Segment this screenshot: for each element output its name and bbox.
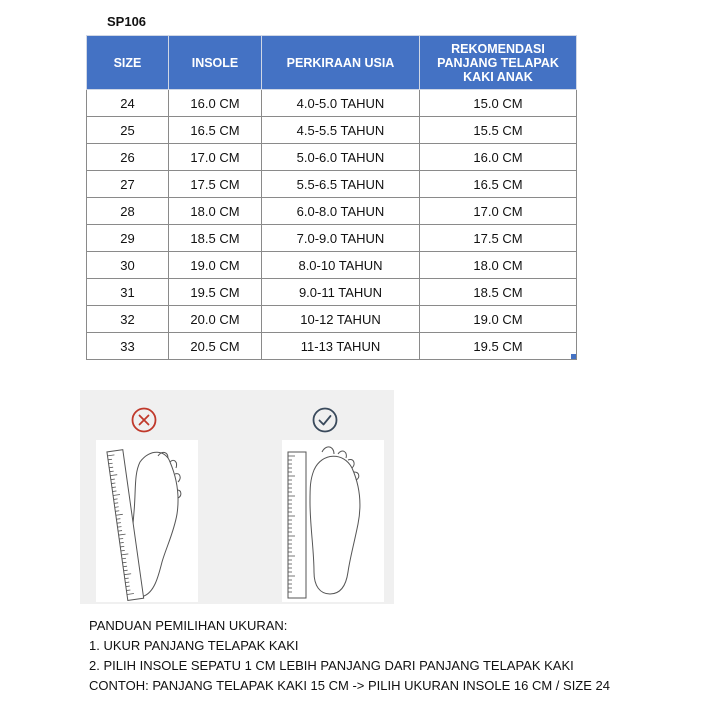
table-row [87, 279, 577, 306]
cell-size: 31 [87, 279, 169, 306]
cell-age: 4.0-5.0 TAHUN [262, 90, 420, 117]
cell-foot-length: 17.0 CM [420, 198, 577, 225]
cell-foot-length: 15.5 CM [420, 117, 577, 144]
cell-size: 29 [87, 225, 169, 252]
cell-insole: 17.0 CM [169, 144, 262, 171]
correct-measure-panel [282, 440, 384, 602]
foot-tilted-ruler-drawing [96, 440, 198, 602]
table-row [87, 90, 577, 117]
cell-age: 6.0-8.0 TAHUN [262, 198, 420, 225]
table-row [87, 198, 577, 225]
cell-age: 9.0-11 TAHUN [262, 279, 420, 306]
cell-size: 25 [87, 117, 169, 144]
guide-step-1: 1. UKUR PANJANG TELAPAK KAKI [89, 638, 299, 653]
cell-age: 10-12 TAHUN [262, 306, 420, 333]
cell-foot-length: 18.0 CM [420, 252, 577, 279]
measuring-illustration [80, 390, 394, 604]
cell-insole: 20.0 CM [169, 306, 262, 333]
cell-size: 27 [87, 171, 169, 198]
cell-foot-length: 16.5 CM [420, 171, 577, 198]
product-code: SP106 [107, 14, 147, 29]
cell-age: 8.0-10 TAHUN [262, 252, 420, 279]
table-row [87, 252, 577, 279]
cell-age: 4.5-5.5 TAHUN [262, 117, 420, 144]
guide-title: PANDUAN PEMILIHAN UKURAN: [89, 618, 288, 633]
foot-straight-ruler-drawing [282, 440, 384, 602]
cell-insole: 16.5 CM [169, 117, 262, 144]
header-age: PERKIRAAN USIA [262, 36, 420, 90]
cell-age: 11-13 TAHUN [262, 333, 420, 360]
header-insole: INSOLE [169, 36, 262, 90]
cell-foot-length: 19.0 CM [420, 306, 577, 333]
cell-foot-length: 16.0 CM [420, 144, 577, 171]
check-circle-icon [311, 406, 339, 434]
table-row [87, 333, 577, 360]
cell-insole: 18.0 CM [169, 198, 262, 225]
guide-step-2: 2. PILIH INSOLE SEPATU 1 CM LEBIH PANJANG DARI PANJANG TELAPAK KAKI [89, 658, 574, 673]
table-row [87, 225, 577, 252]
cell-size: 24 [87, 90, 169, 117]
cell-age: 5.0-6.0 TAHUN [262, 144, 420, 171]
table-row [87, 117, 577, 144]
table-header-row [87, 36, 577, 90]
cell-foot-length: 17.5 CM [420, 225, 577, 252]
cell-size: 33 [87, 333, 169, 360]
table-body [87, 90, 577, 360]
size-guide [89, 616, 610, 696]
table-corner-marker [571, 354, 576, 359]
cell-age: 5.5-6.5 TAHUN [262, 171, 420, 198]
table-row [87, 306, 577, 333]
cell-insole: 17.5 CM [169, 171, 262, 198]
header-foot-length: REKOMENDASI PANJANG TELAPAK KAKI ANAK [420, 36, 577, 90]
table-row [87, 171, 577, 198]
cell-size: 30 [87, 252, 169, 279]
x-circle-icon [130, 406, 158, 434]
cell-insole: 19.0 CM [169, 252, 262, 279]
cell-size: 26 [87, 144, 169, 171]
cell-foot-length: 18.5 CM [420, 279, 577, 306]
wrong-measure-panel [96, 440, 198, 602]
cell-age: 7.0-9.0 TAHUN [262, 225, 420, 252]
header-size: SIZE [87, 36, 169, 90]
cell-size: 32 [87, 306, 169, 333]
size-chart-table [86, 35, 577, 360]
cell-size: 28 [87, 198, 169, 225]
cell-insole: 18.5 CM [169, 225, 262, 252]
table-row [87, 144, 577, 171]
cell-foot-length: 19.5 CM [420, 333, 577, 360]
cell-foot-length: 15.0 CM [420, 90, 577, 117]
cell-insole: 19.5 CM [169, 279, 262, 306]
guide-example: CONTOH: PANJANG TELAPAK KAKI 15 CM -> PILIH UKURAN INSOLE 16 CM / SIZE 24 [89, 678, 610, 693]
cell-insole: 16.0 CM [169, 90, 262, 117]
cell-insole: 20.5 CM [169, 333, 262, 360]
